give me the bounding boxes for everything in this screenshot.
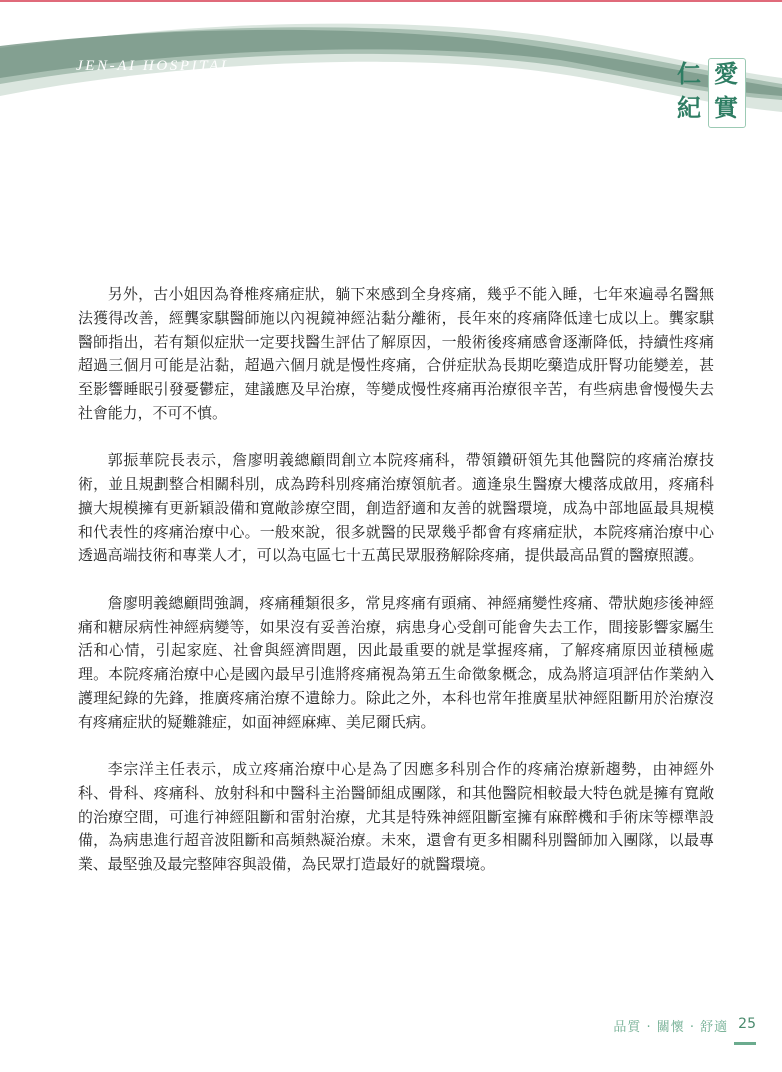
logo-char-shi: 實 [714,94,738,122]
paragraph: 李宗洋主任表示，成立疼痛治療中心是為了因應多科別合作的疼痛治療新趨勢，由神經外科、骨科、疼痛科、放射科和中醫科主治醫師組成團隊，和其他醫院相較最大特色就是擁有寬敞的治療空間，可進行神經阻斷和雷射治療，尤其是特殊神經阻斷室擁有麻醉機和手術床等標準設備，為病患進行超音波阻斷和高頻熱凝治療。未來，還會有更多相關科別醫師加入團隊，以最專業、最堅強及最完整陣容與設備，為民眾打造最好的就醫環境。 [78,760,714,874]
article-body [78,283,714,901]
page-number: 25 [738,1016,756,1032]
page-footer [613,1016,756,1036]
hospital-name: JEN-AI HOSPITAL [76,58,232,74]
logo-char-ai: 愛 [714,60,738,88]
logo-char-ji: 紀 [677,94,701,122]
paragraph: 郭振華院長表示，詹廖明義總顧問創立本院疼痛科，帶領鑽研領先其他醫院的疼痛治療技術，並且規劃整合相關科別，成為跨科別疼痛治療領航者。適逢泉生醫療大樓落成啟用，疼痛科擴大規模擁有更新穎設備和寬敞診療空間，創造舒適和友善的就醫環境，成為中部地區最具規模和代表性的疼痛治療中心。一般來說，很多就醫的民眾幾乎都會有疼痛症狀，本院疼痛治療中心透過高端技術和專業人才，可以為屯區七十五萬民眾服務解除疼痛，提供最高品質的醫療照護。 [78,451,714,565]
logo-char-ren: 仁 [677,60,701,88]
paragraph: 另外，古小姐因為脊椎疼痛症狀，躺下來感到全身疼痛，幾乎不能入睡，七年來遍尋名醫無法獲得改善，經龔家騏醫師施以內視鏡神經沾黏分離術，長年來的疼痛降低達七成以上。龔家騏醫師指出，若有類似症狀一定要找醫生評估了解原因，一般術後疼痛感會逐漸降低，持續性疼痛超過三個月可能是沾黏，超過六個月就是慢性疼痛，合併症狀為長期吃藥造成肝腎功能變差，甚至影響睡眠引發憂鬱症，建議應及早治療，等變成慢性疼痛再治療很辛苦，有些病患會慢慢失去社會能力，不可不慎。 [78,285,714,422]
hospital-logo [672,58,744,128]
paragraph: 詹廖明義總顧問強調，疼痛種類很多，常見疼痛有頭痛、神經痛變性疼痛、帶狀皰疹後神經痛和糖尿病性神經病變等，如果沒有妥善治療，病患身心受創可能會失去工作，間接影響家屬生活和心情，引起家庭、社會與經濟問題，因此最重要的就是掌握疼痛，了解疼痛原因並積極處理。本院疼痛治療中心是國內最早引進將疼痛視為第五生命徵象概念，成為將這項評估作業納入護理紀錄的先鋒，推廣疼痛治療不遺餘力。除此之外，本科也常年推廣星狀神經阻斷用於治療沒有疼痛症狀的疑難雜症，如面神經麻痺、美尼爾氏病。 [78,593,714,731]
footer-tagline: 品質 · 關懷 · 舒適 [613,1020,729,1035]
page-number-underline [734,1042,756,1045]
